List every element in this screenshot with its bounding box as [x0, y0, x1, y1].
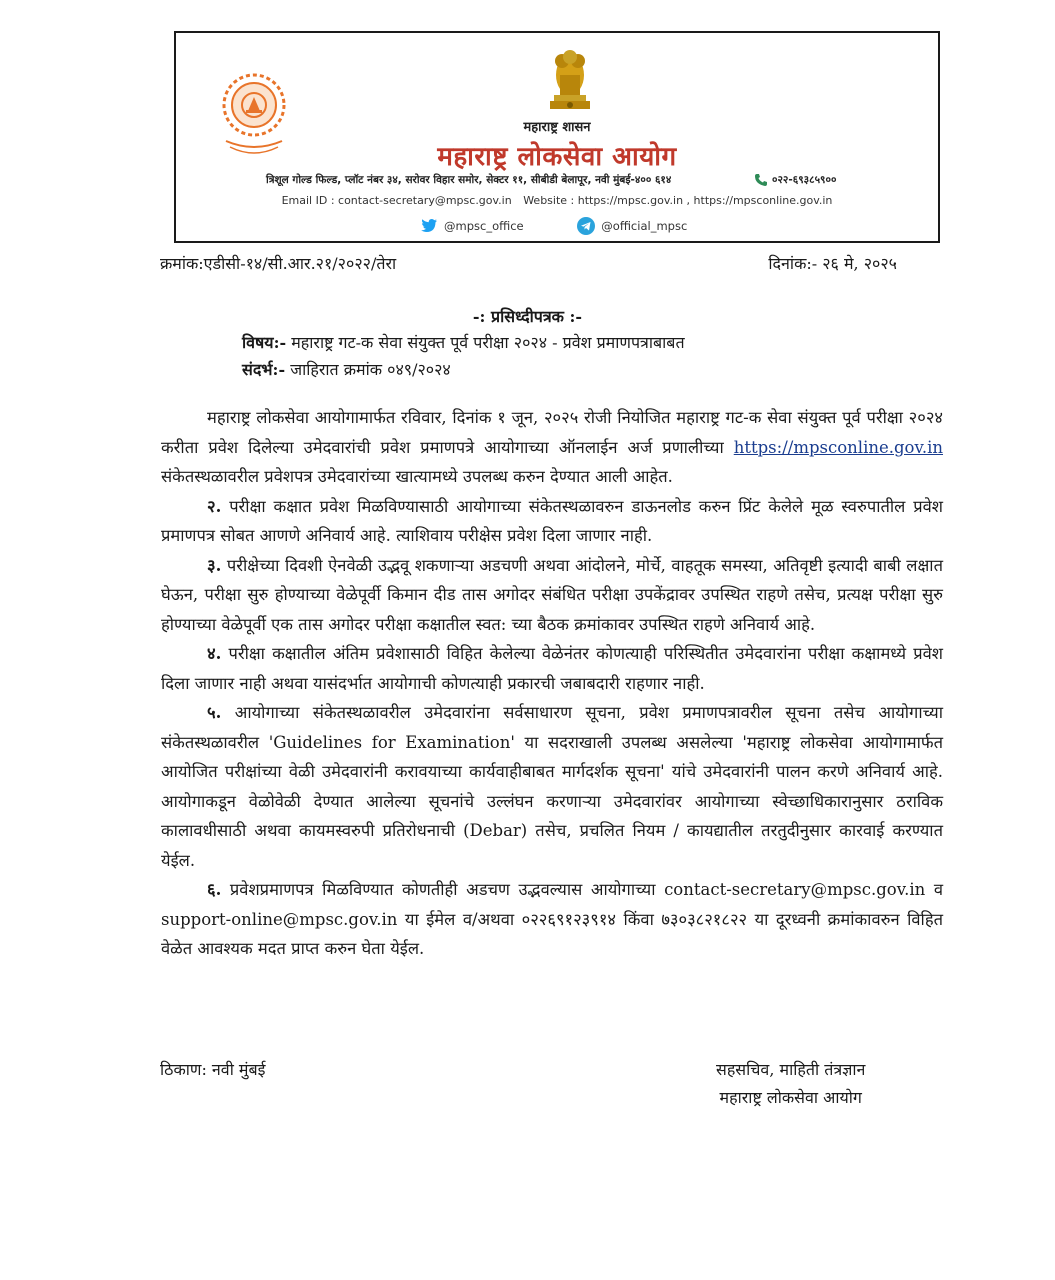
subject-line: [242, 331, 685, 353]
reference-number: क्रमांक:एडीसी-१४/सी.आर.२१/२०२२/तेरा: [160, 254, 397, 273]
paragraph-6-text: प्रवेशप्रमाणपत्र मिळविण्यात कोणतीही अडचण उद्भवल्यास आयोगाच्या contact-secretary@mpsc.gov.in व support-online@mpsc.gov.in या ईमेल व/अथवा ०२२६९१२३९१४ किंवा ७३०३८२१८२२ या दूरध्वनी क्रमांकावरुन विहित वेळेत आवश्यक मदत प्राप्त करुन घेता येईल.: [161, 880, 943, 958]
paragraph-2-text: परीक्षा कक्षात प्रवेश मिळविण्यासाठी आयोगाच्या संकेतस्थळावरुन डाऊनलोड करुन प्रिंट केलेले मूळ स्वरुपातील प्रवेश प्रमाणपत्र सोबत आणणे अनिवार्य आहे. त्याशिवाय परीक्षेस प्रवेश दिला जाणार नाही.: [161, 496, 943, 545]
government-name: महाराष्ट्र शासन: [523, 120, 591, 135]
reference-line: [242, 358, 451, 380]
national-emblem-icon: [542, 45, 598, 117]
signatory-organization: महाराष्ट्र लोकसेवा आयोग: [719, 1088, 862, 1107]
paragraph-6: [161, 875, 943, 964]
telegram-icon: [577, 217, 595, 235]
telegram-handle[interactable]: [577, 217, 687, 235]
contact-row: [176, 194, 938, 207]
reference-label: संदर्भ:-: [242, 360, 286, 379]
phone-icon: [754, 173, 768, 187]
twitter-handle[interactable]: [420, 217, 524, 235]
office-phone: [754, 173, 836, 187]
subject-label: विषय:-: [242, 333, 287, 352]
contact-website[interactable]: Website : https://mpsc.gov.in , https://mpsconline.gov.in: [523, 194, 833, 207]
paragraph-2-number: २.: [207, 496, 222, 516]
commission-title: महाराष्ट्र लोकसेवा आयोग: [437, 142, 677, 172]
reference-text: जाहिरात क्रमांक ०४९/२०२४: [285, 360, 451, 379]
contact-email: Email ID : contact-secretary@mpsc.gov.in: [281, 194, 512, 207]
paragraph-3: [161, 551, 943, 640]
body-text: [161, 403, 943, 964]
twitter-handle-text: @mpsc_office: [444, 219, 524, 233]
paragraph-3-text: परीक्षेच्या दिवशी ऐनवेळी उद्भवू शकणाऱ्या अडचणी अथवा आंदोलने, मोर्चे, वाहतूक समस्या, अतिवृष्टी इत्यादी बाबी लक्षात घेऊन, परीक्षा सुरु होण्याच्या वेळेपूर्वी किमान दीड तास अगोदर संबंधित परीक्षा उपकेंद्रावर उपस्थित राहणे तसेच, प्रत्यक्ष परीक्षा सुरु होण्याच्या वेळेपूर्वी एक तास अगोदर परीक्षा कक्षातील स्वत: च्या बैठक क्रमांकावर उपस्थित राहणे अनिवार्य आहे.: [161, 555, 943, 634]
paragraph-6-number: ६.: [207, 880, 222, 899]
paragraph-2: [161, 492, 943, 551]
press-release-heading: -: प्रसिध्दीपत्रक :-: [472, 307, 583, 326]
paragraph-4-number: ४.: [207, 644, 222, 663]
office-address: त्रिशूल गोल्ड फिल्ड, प्लॉट नंबर ३४, सरोवर विहार समोर, सेक्टर ११, सीबीडी बेलापूर, नवी मुंबई-४०० ६१४: [266, 174, 672, 186]
telegram-handle-text: @official_mpsc: [601, 219, 688, 233]
paragraph-5-text: आयोगाच्या संकेतस्थळावरील उमेदवारांना सर्वसाधारण सूचना, प्रवेश प्रमाणपत्रावरील सूचना तसेच आयोगाच्या संकेतस्थळावरील 'Guidelines for Examination' या सदराखाली उपलब्ध असलेल्या 'महाराष्ट्र लोकसेवा आयोगामार्फत आयोजित परीक्षांच्या वेळी उमेदवारांनी करावयाच्या कार्यवाहीबाबत मार्गदर्शक सूचना' यांचे उमेदवारांनी पालन करणे अनिवार्य आहे. आयोगाकडून वेळोवेळी देण्यात आलेल्या सूचनांचे उल्लंघन करणाऱ्या उमेदवारांवर आयोगाच्या स्वेच्छाधिकारानुसार ठराविक कालावधीसाठी अथवा कायमस्वरुपी प्रतिरोधनाची (Debar) तसेच, प्रचलित नियम / कायद्यातील तरतुदीनुसार कारवाई करण्यात येईल.: [161, 703, 943, 870]
paragraph-1-tail: संकेतस्थळावरील प्रवेशपत्र उमेदवारांच्या खात्यामध्ये उपलब्ध करुन देण्यात आली आहेत.: [161, 467, 673, 486]
paragraph-4: [161, 639, 943, 698]
signature-block: [716, 1056, 865, 1112]
paragraph-4-text: परीक्षा कक्षातील अंतिम प्रवेशासाठी विहित केलेल्या वेळेनंतर कोणत्याही परिस्थितीत उमेदवारांना परीक्षा कक्षामध्ये प्रवेश दिला जाणार नाही अथवा यासंदर्भात आयोगाची कोणत्याही प्रकारची जबाबदारी राहणार नाही.: [161, 644, 943, 693]
social-row: [420, 217, 737, 238]
paragraph-1-text: महाराष्ट्र लोकसेवा आयोगामार्फत रविवार, दिनांक १ जून, २०२५ रोजी नियोजित महाराष्ट्र गट-क सेवा संयुक्त पूर्व परीक्षा २०२४ करीता प्रवेश दिलेल्या उमेदवारांची प्रवेश प्रमाणपत्रे आयोगाच्या ऑनलाईन अर्ज प्रणालीच्या: [161, 408, 943, 457]
place: ठिकाण: नवी मुंबई: [160, 1060, 266, 1079]
subject-text: महाराष्ट्र गट-क सेवा संयुक्त पूर्व परीक्षा २०२४ - प्रवेश प्रमाणपत्राबाबत: [286, 333, 685, 352]
paragraph-3-number: ३.: [207, 555, 222, 575]
paragraph-5-number: ५.: [207, 703, 222, 722]
phone-number: ०२२-६९३८५९००: [772, 174, 837, 186]
signatory-designation: सहसचिव, माहिती तंत्रज्ञान: [716, 1060, 866, 1079]
online-portal-link[interactable]: https://mpsconline.gov.in: [733, 437, 943, 457]
letterhead: [174, 31, 940, 243]
issue-date: दिनांक:- २६ मे, २०२५: [768, 254, 897, 273]
paragraph-5: [161, 698, 943, 875]
paragraph-1: [161, 403, 943, 492]
twitter-icon: [420, 217, 438, 235]
